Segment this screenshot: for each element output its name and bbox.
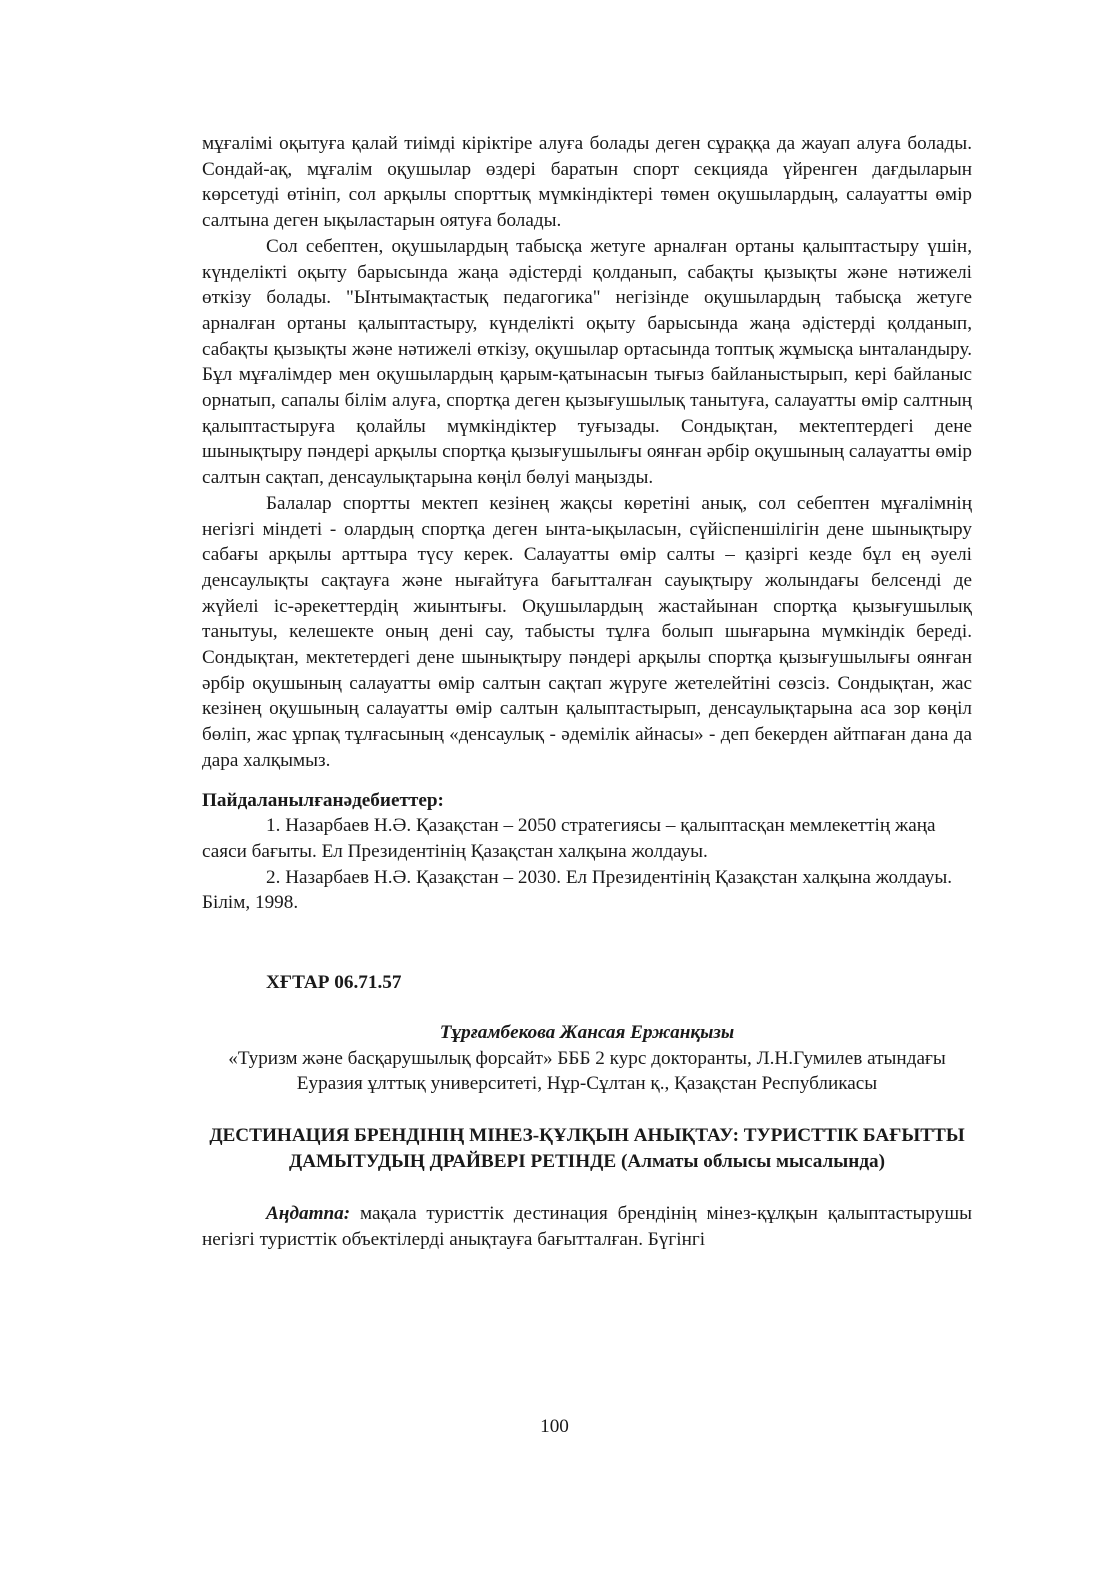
classification-code: ХҒТАР 06.71.57 <box>266 972 402 994</box>
references-title: Пайдаланылғанәдебиеттер: <box>202 789 444 811</box>
article-title-paren: (Алматы облысы мысалында) <box>620 1150 886 1172</box>
abstract-text: мақала туристтік дестинация брендінің мінез-құлқын қалыптастырушы негізгі туристтік объектілерді анықтауға бағытталған. Бүгінгі <box>202 1202 972 1250</box>
abstract-paragraph <box>202 1201 972 1252</box>
body-paragraph-2: Сол себептен, оқушылардың табысқа жетуге арналған ортаны қалыптастыру үшін, күнделікті оқыту барысында жаңа әдістерді қолданып, сабақты қызықты және нәтижелі өткізу болады. "Ынтымақтастық педагогика" негізінде оқушылардың табысқа жетуге арналған ортаны қалыптастыру, күнделікті оқыту барысында жаңа әдістерді қолданып, сабақты қызықты және нәтижелі өткізу, оқушылар ортасында топтық жұмысқа ынталандыру. Бұл мұғалімдер мен оқушылардың қарым-қатынасын тығыз байланыстырып, кері байланыс орнатып, сапалы білім алуға, спортқа деген қызығушылық танытуға, салауатты өмір салтның қалыптастыруға қолайлы мүмкіндіктер туғызады. Сондықтан, мектептердегі дене шынықтыру пәндері арқылы спортқа қызығушылығы оянған әрбір оқушының салауатты өмір салтын сақтап, денсаулықтарына көңіл бөлуі маңызды. <box>202 235 972 489</box>
article-title <box>202 1123 972 1175</box>
article-title-main: ДЕСТИНАЦИЯ БРЕНДІНІҢ МІНЕЗ-ҚҰЛҚЫН АНЫҚТАУ: ТУРИСТТІК БАҒЫТТЫ ДАМЫТУДЫҢ ДРАЙВЕРІ РЕТІНДЕ <box>209 1124 965 1172</box>
author-name: Тұрғамбекова Жансая Ержанқызы <box>439 1021 735 1043</box>
body-paragraph-3: Балалар спортты мектеп кезінең жақсы көретіні анық, сол себептен мұғалімнің негізгі міндеті - олардың спортқа деген ынта-ықыласын, сүйіспеншілігін дене шынықтыру сабағы арқылы арттыра түсу керек. Салауатты өмір салты – қазіргі кезде бұл ең әуелі денсаулықты сақтауға және нығайтуға бағытталған сауықтыру жолындағы белсенді де жүйелі іс-әрекеттердің жиынтығы. Оқушылардың жастайынан спортқа қызығушылық танытуы, келешекте оның дені сау, табысты тұлға болып шығарына мүмкіндік береді. Сондықтан, мектетердегі дене шынықтыру пәндері арқылы спортқа қызығушылығы оянған әрбір оқушының салауатты өмір салтын сақтап жүруге жетелейтіні сөзсіз. Сондықтан, жас кезінең оқушының салауатты өмір салтын қалыптастырып, денсаулықтарына аса зор көңіл бөліп, жас ұрпақ тұлғасының «денсаулық - әдемілік айнасы» - деп бекерден айтпаған дана да дара халқымыз. <box>202 492 972 771</box>
reference-item-1: 1. Назарбаев Н.Ә. Қазақстан – 2050 стратегиясы – қалыптасқан мемлекеттің жаңа саяси бағыты. Ел Президентінің Қазақстан халқына жолдауы. <box>202 815 936 862</box>
document-page <box>202 131 972 1252</box>
body-paragraph-1: мұғалімі оқытуға қалай тиімді кіріктіре алуға болады деген сұраққа да жауап алуға болады. Сондай-ақ, мұғалім оқушылар өздері баратын спорт секцияда үйренген дағдыларын көрсетуді өтініп, сол арқылы спорттық мүмкіндіктері төмен оқушылардың, салауатты өмір салтына деген ықыластарын оятуға болады. <box>202 133 972 232</box>
author-affiliation: «Туризм және басқарушылық форсайт» БББ 2 курс докторанты, Л.Н.Гумилев атындағы Еуразия ұлттық университеті, Нұр-Сұлтан қ., Қазақстан Республикасы <box>228 1047 946 1095</box>
abstract-label: Аңдатпа: <box>266 1202 351 1224</box>
page-number: 100 <box>540 1416 569 1437</box>
reference-item-2: 2. Назарбаев Н.Ә. Қазақстан – 2030. Ел Президентінің Қазақстан халқына жолдауы. Білім, 1998. <box>202 866 953 914</box>
